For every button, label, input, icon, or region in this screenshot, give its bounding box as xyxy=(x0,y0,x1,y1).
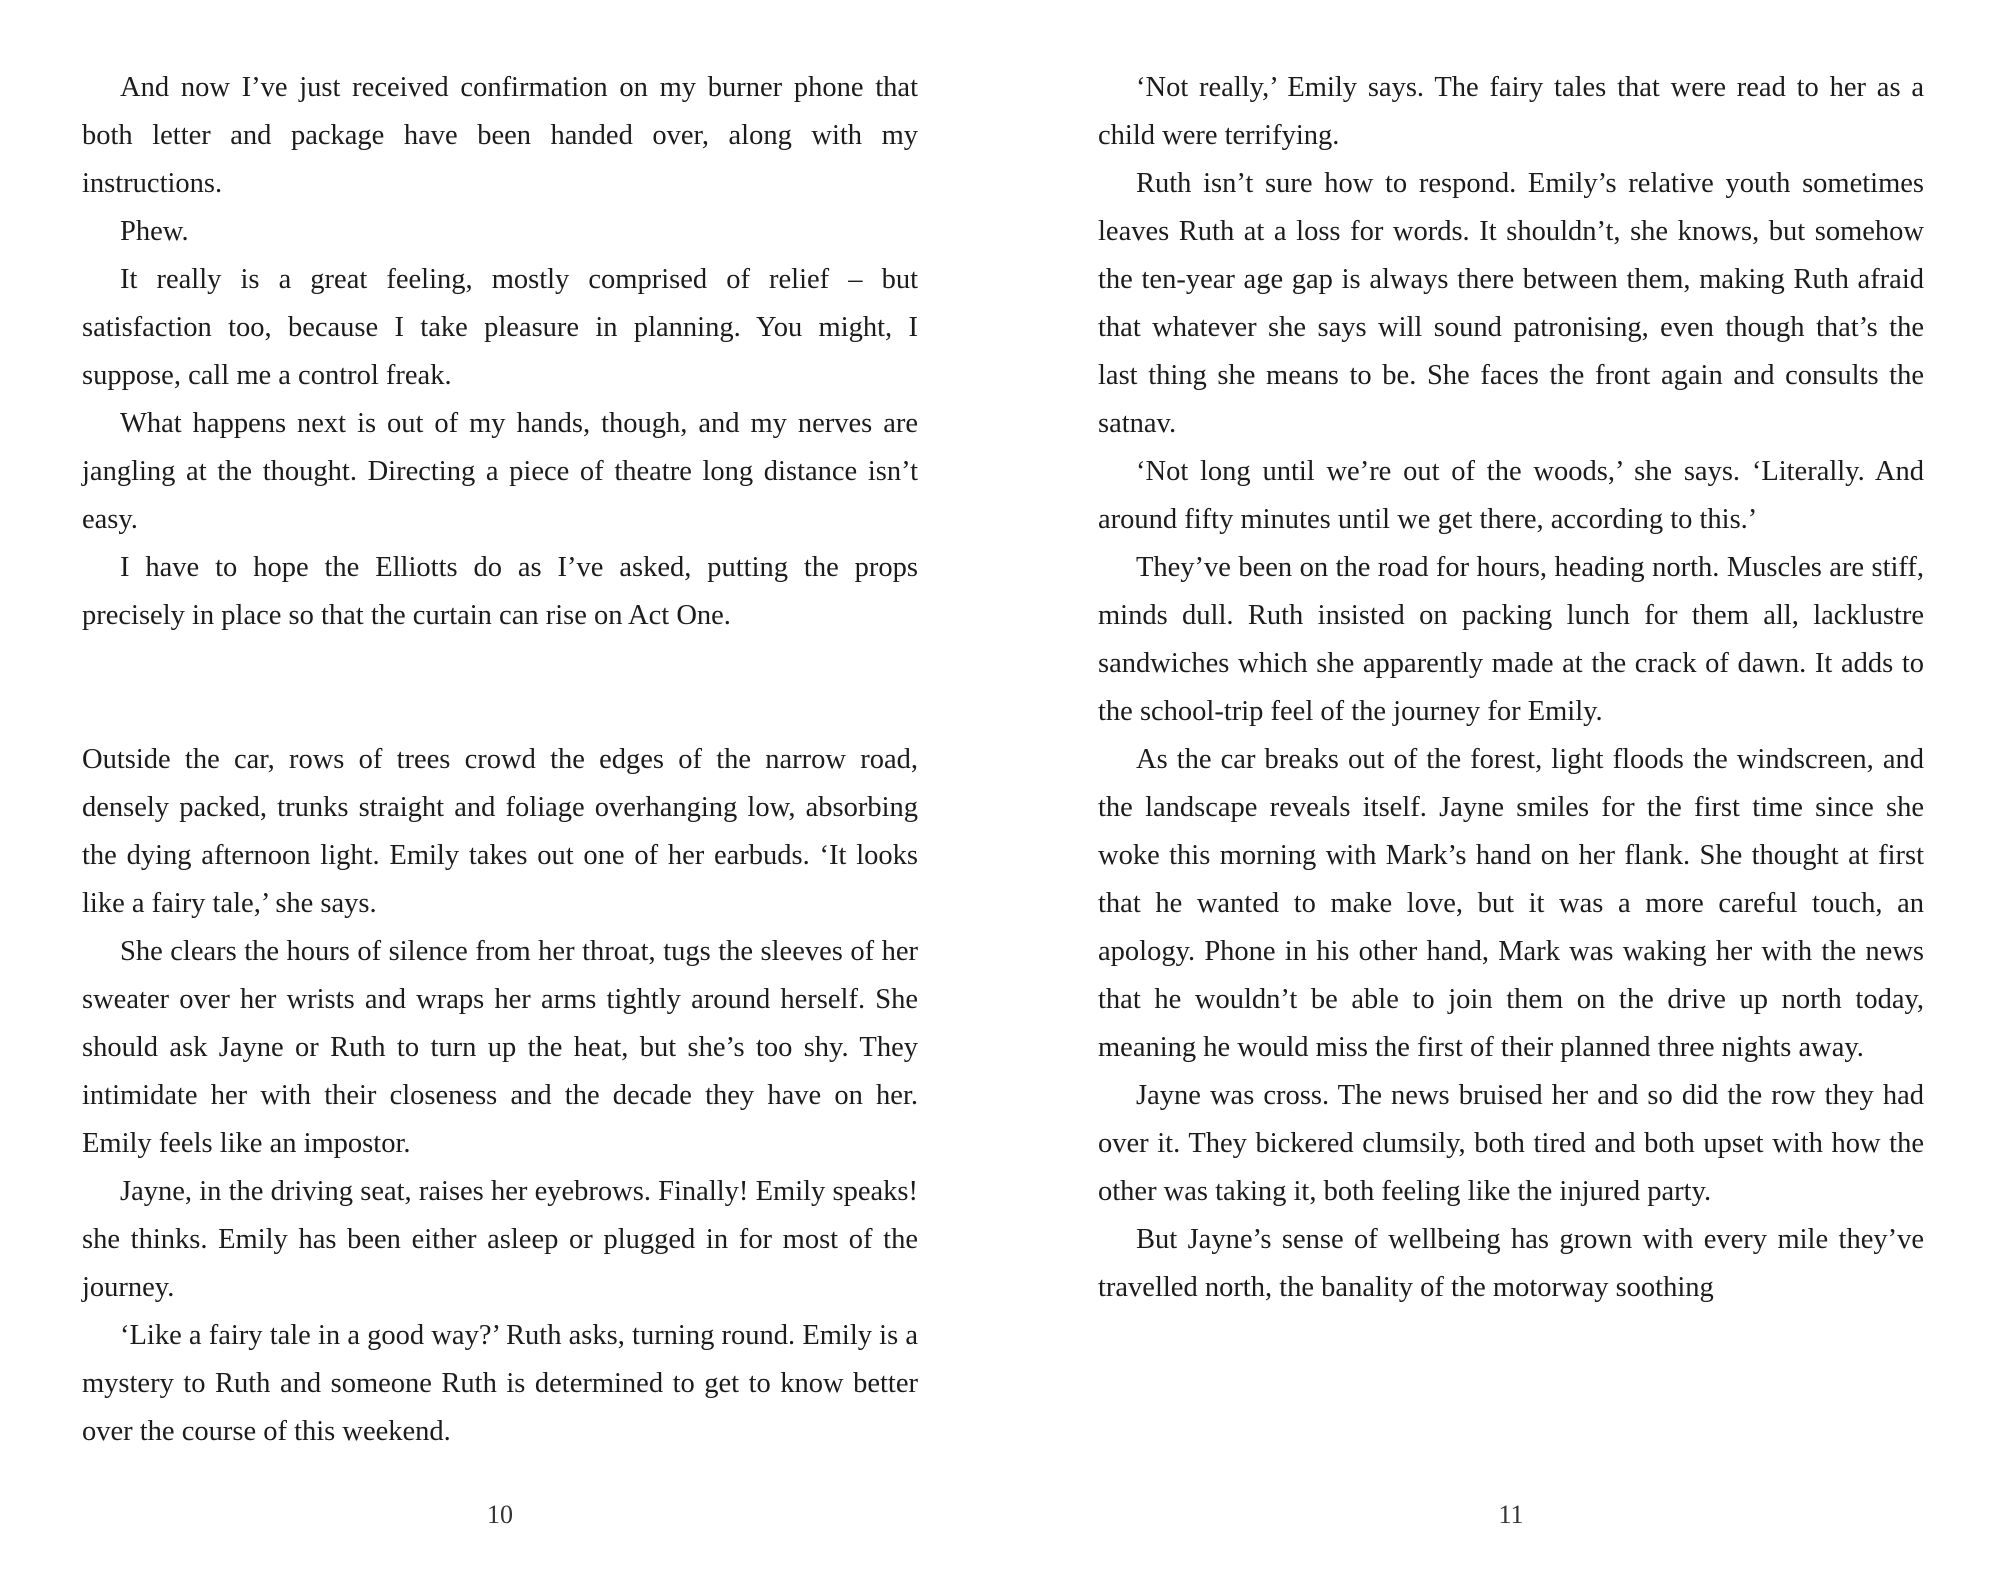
paragraph: It really is a great feeling, mostly comprised of relief – but satisfaction too, because I take pleasure in planning. You might, I suppose, call me a control freak. xyxy=(82,264,918,391)
paragraph: What happens next is out of my hands, though, and my nerves are jangling at the thought. Directing a piece of theatre long distance isn’t easy. xyxy=(82,408,918,535)
paragraph: ‘Not long until we’re out of the woods,’ she says. ‘Literally. And around fifty minutes until we get there, according to this.’ xyxy=(1098,456,1924,535)
right-page xyxy=(1098,0,1924,1580)
paragraph: ‘Like a fairy tale in a good way?’ Ruth asks, turning round. Emily is a mystery to Ruth and someone Ruth is determined to get to know better over the course of this weekend. xyxy=(82,1320,918,1447)
left-page xyxy=(82,0,918,1580)
paragraph: Jayne, in the driving seat, raises her eyebrows. Finally! Emily speaks! she thinks. Emily has been either asleep or plugged in for most of the journey. xyxy=(82,1176,918,1303)
paragraph: They’ve been on the road for hours, heading north. Muscles are stiff, minds dull. Ruth insisted on packing lunch for them all, lacklustre sandwiches which she apparently made at the crack of dawn. It adds to the school-trip feel of the journey for Emily. xyxy=(1098,552,1924,727)
paragraph: Jayne was cross. The news bruised her and so did the row they had over it. They bickered clumsily, both tired and both upset with how the other was taking it, both feeling like the injured party. xyxy=(1098,1080,1924,1207)
paragraph: Ruth isn’t sure how to respond. Emily’s relative youth sometimes leaves Ruth at a loss for words. It shouldn’t, she knows, but somehow the ten-year age gap is always there between them, making Ruth afraid that whatever she says will sound patronising, even though that’s the last thing she means to be. She faces the front again and consults the satnav. xyxy=(1098,168,1924,439)
paragraph: As the car breaks out of the forest, light floods the windscreen, and the landscape reveals itself. Jayne smiles for the first time since she woke this morning with Mark’s hand on her flank. She thought at first that he wanted to make love, but it was a more careful touch, an apology. Phone in his other hand, Mark was waking her with the news that he wouldn’t be able to join them on the drive up north today, meaning he would miss the first of their planned three nights away. xyxy=(1098,744,1924,1063)
left-page-text xyxy=(82,64,918,1456)
page-number: 10 xyxy=(487,1500,513,1529)
paragraph: She clears the hours of silence from her throat, tugs the sleeves of her sweater over her wrists and wraps her arms tightly around herself. She should ask Jayne or Ruth to turn up the heat, but she’s too shy. They intimidate her with their closeness and the decade they have on her. Emily feels like an impostor. xyxy=(82,936,918,1159)
page-number: 11 xyxy=(1498,1500,1524,1529)
paragraph: Outside the car, rows of trees crowd the edges of the narrow road, densely packed, trunks straight and foliage overhanging low, absorbing the dying afternoon light. Emily takes out one of her earbuds. ‘It looks like a fairy tale,’ she says. xyxy=(82,744,918,919)
right-page-text xyxy=(1098,64,1924,1312)
scene-break xyxy=(82,640,918,736)
paragraph: Phew. xyxy=(120,216,189,247)
paragraph: And now I’ve just received confirmation on my burner phone that both letter and package have been handed over, along with my instructions. xyxy=(82,72,918,199)
paragraph: But Jayne’s sense of wellbeing has grown with every mile they’ve travelled north, the banality of the motorway soothing xyxy=(1098,1224,1924,1303)
paragraph: ‘Not really,’ Emily says. The fairy tales that were read to her as a child were terrifying. xyxy=(1098,72,1924,151)
paragraph: I have to hope the Elliotts do as I’ve asked, putting the props precisely in place so that the curtain can rise on Act One. xyxy=(82,552,918,631)
